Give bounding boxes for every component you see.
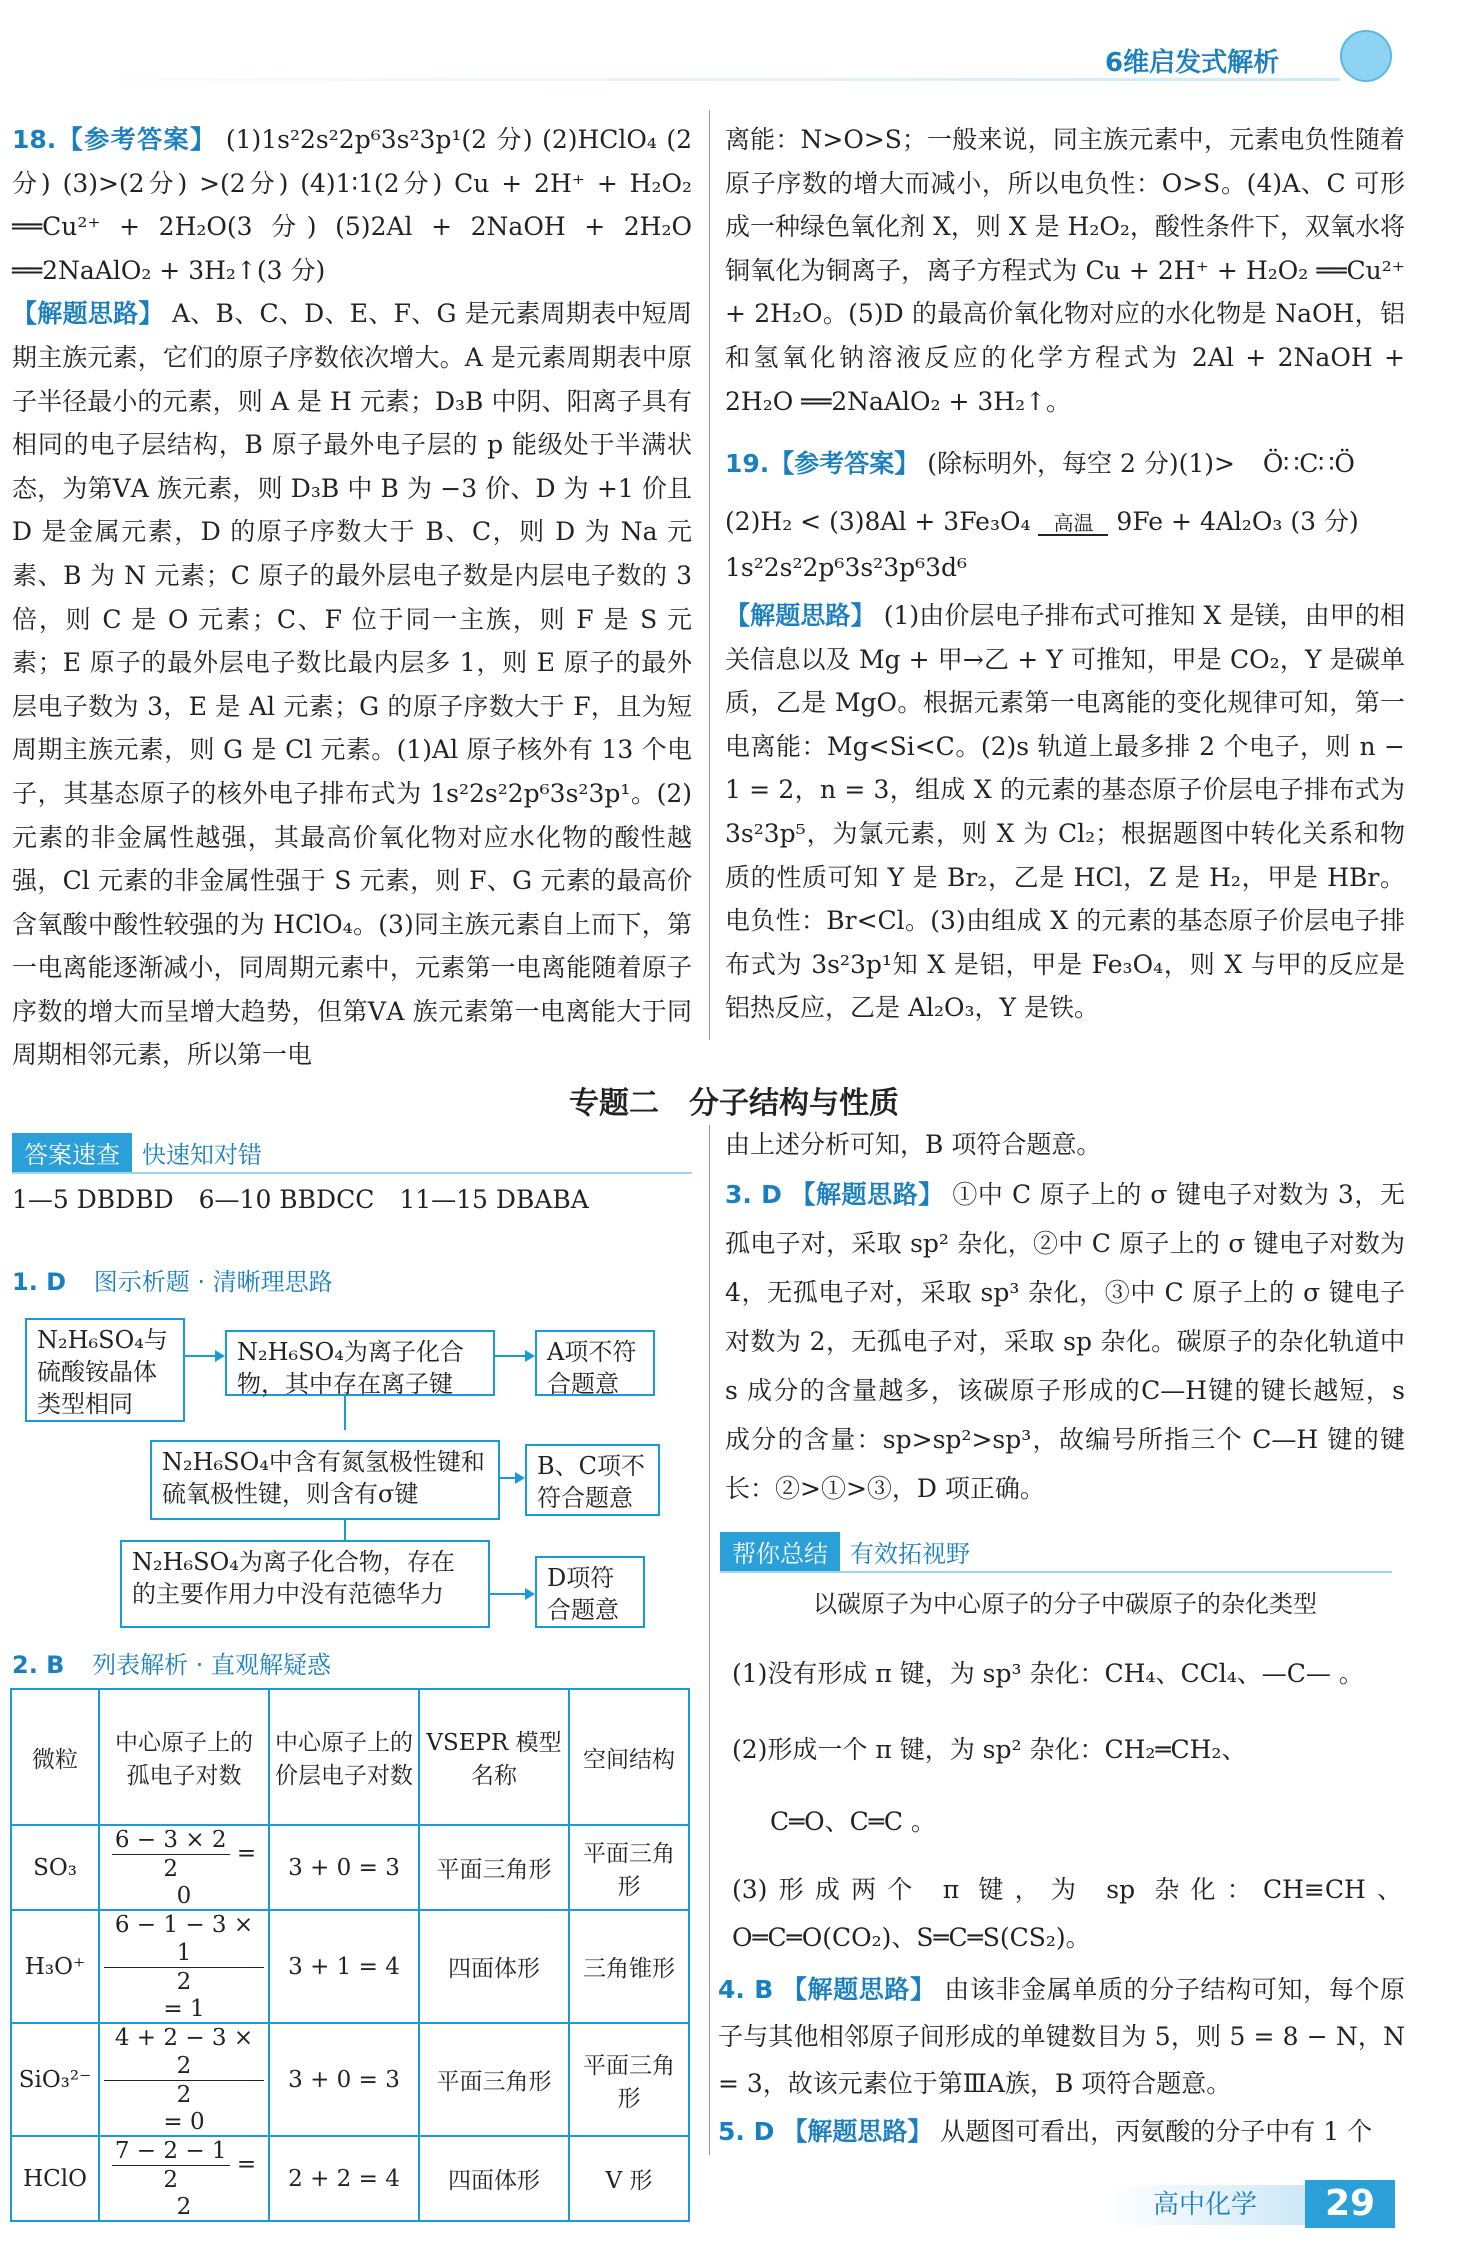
q19-number: 19.	[725, 449, 770, 478]
cell-valence-pairs: 3 + 1 = 4	[269, 1910, 419, 2023]
cell-shape: V 形	[569, 2136, 689, 2221]
cell-lone-pairs	[99, 2023, 269, 2136]
q18-block	[12, 118, 692, 1077]
q4-number: 4. B	[718, 1975, 774, 2004]
q1-header	[12, 1262, 333, 1297]
section-title: 专题二 分子结构与性质	[569, 1086, 899, 1121]
frac-num: 4 + 2 − 3 × 2	[104, 2024, 264, 2081]
q2-number: 2. B	[12, 1651, 65, 1679]
column-divider-bottom	[709, 1125, 710, 2155]
cell-particle: SO₃	[11, 1825, 99, 1910]
quick-answers-header	[12, 1133, 692, 1174]
cell-shape: 平面三角形	[569, 1825, 689, 1910]
flow-box-6: N₂H₆SO₄为离子化合物，存在的主要作用力中没有范德华力	[120, 1540, 490, 1628]
q19-analysis-block	[725, 594, 1405, 1030]
column-divider-top	[709, 110, 710, 1040]
q19-answer-line3	[725, 546, 1405, 590]
reaction-condition-text: 高温	[1053, 510, 1094, 535]
cell-shape: 平面三角形	[569, 2023, 689, 2136]
frac-den: 2	[163, 1856, 179, 1882]
th-particle: 微粒	[11, 1689, 99, 1825]
q18-continuation-text: 离能：N>O>S；一般来说，同主族元素中，元素电负性随着原子序数的增大而减小，所以电负性：O>S。(4)A、C 可形成一种绿色氧化剂 X，则 X 是 H₂O₂，酸性条件下，双氧水将铜氧化为铜离子，离子方程式为 Cu + 2H⁺ + H₂O₂ ══Cu²⁺ + 2H₂O。(5)D 的最高价氧化物对应的水化物是 NaOH，铝和氢氧化钠溶液反应的化学方程式为 2Al + 2NaOH + 2H₂O ══2NaAlO₂ + 3H₂↑。	[725, 125, 1405, 416]
th-lone-pairs: 中心原子上的孤电子对数	[99, 1689, 269, 1825]
quick-answers: 1—5 DBDBD 6—10 BBDCC 11—15 DBABA	[12, 1185, 589, 1214]
q19-answer-3: 1s²2s²2p⁶3s²3p⁶3d⁶	[725, 553, 968, 582]
flow-box-2: N₂H₆SO₄为离子化合物，其中存在离子键	[225, 1330, 495, 1396]
summary-item-2: (2)形成一个 π 键，为 sp² 杂化：CH₂═CH₂、	[732, 1735, 1247, 1764]
q18-continuation	[725, 118, 1405, 423]
q18-analysis: A、B、C、D、E、F、G 是元素周期表中短周期主族元素，它们的原子序数依次增大。A 是元素周期表中原子半径最小的元素，则 A 是 H 元素；D₃B 中阴、阳离子具有相同的电子层结构，B 原子最外电子层的 p 能级处于半满状态，为第ⅤA 族元素，则 D₃B 中 B 为 −3 价、D 为 +1 价且 D 是金属元素，D 的原子序数大于 B、C，则 D 为 Na 元素、B 为 N 元素；C 原子的最外层电子数是内层电子数的 3 倍，则 C 是 O 元素；C、F 位于同一主族，则 F 是 S 元素；E 原子的最外层电子数比最内层多 1，则 E 原子的最外层电子数为 3，E 是 Al 元素；G 的原子序数大于 F，且为短周期主族元素，则 G 是 Cl 元素。(1)Al 原子核外有 13 个电子，其基态原子的核外电子排布式为 1s²2s²2p⁶3s²3p¹。(2)元素的非金属性越强，其最高价氧化物对应水化物的酸性越强，Cl 元素的非金属性强于 S 元素，则 F、G 元素的最高价含氧酸中酸性较强的为 HClO₄。(3)同主族元素自上而下，第一电离能逐渐减小，同周期元素中，元素第一电离能随着原子序数的增大而呈增大趋势，但第ⅤA 族元素第一电离能大于同周期相邻元素，所以第一电	[12, 299, 692, 1070]
q4-tag: 【解题思路】	[781, 1975, 936, 2004]
summary-item-1: (1)没有形成 π 键，为 sp³ 杂化：CH₄、CCl₄、—C— 。	[732, 1659, 1364, 1688]
frac-den: 2	[163, 2167, 179, 2193]
frac-den: 2	[176, 1969, 192, 1995]
q5-text: 从题图可看出，丙氨酸的分子中有 1 个	[940, 2117, 1373, 2146]
summary-item-2b: C═O、C═C 。	[770, 1807, 936, 1836]
table-row	[11, 1825, 689, 1910]
q2-header	[12, 1645, 331, 1680]
q3-number: 3. D	[725, 1180, 782, 1209]
cell-lone-pairs	[99, 1825, 269, 1910]
q18-number: 18.	[12, 125, 57, 154]
summary-item-3: (3)形成两个 π 键，为 sp 杂化：CH≡CH、O═C═O(CO₂)、S═C═S(CS₂)。	[732, 1875, 1402, 1952]
q5-tag: 【解题思路】	[782, 2117, 933, 2146]
frac-result: = 1	[163, 1996, 205, 2022]
cell-valence-pairs: 2 + 2 = 4	[269, 2136, 419, 2221]
q19-answer-1: (除标明外，每空 2 分)(1)>	[927, 449, 1235, 478]
reaction-condition	[1038, 512, 1108, 536]
q5-number: 5. D	[718, 2117, 775, 2146]
table-row	[11, 2023, 689, 2136]
table-row	[11, 1910, 689, 2023]
q19-answer-block	[725, 442, 1405, 486]
cell-lone-pairs	[99, 1910, 269, 2023]
q5-block	[718, 2110, 1405, 2154]
q19-analysis: (1)由价层电子排布式可推知 X 是镁，由甲的相关信息以及 Mg + 甲→乙 + Y 可推知，甲是 CO₂，Y 是碳单质，乙是 MgO。根据元素第一电离能的变化规律可知，第一电离能：Mg<Si<C。(2)s 轨道上最多排 2 个电子，则 n − 1 = 2，n = 3，组成 X 的元素的基态原子价层电子排布式为 3s²3p⁵，为氯元素，则 X 为 Cl₂；根据题图中转化关系和物质的性质可知 Y 是 Br₂，乙是 HCl，Z 是 H₂，甲是 HBr。电负性：Br<Cl。(3)由组成 X 的元素的基态原子价层电子排布式为 3s²3p¹知 X 是铝，甲是 Fe₃O₄，则 X 与甲的反应是铝热反应，乙是 Al₂O₃，Y 是铁。	[725, 601, 1405, 1023]
cell-shape: 三角锥形	[569, 1910, 689, 2023]
cell-particle: H₃O⁺	[11, 1910, 99, 2023]
q1-tag: 图示析题 · 清晰理思路	[93, 1268, 333, 1296]
cell-vsepr: 平面三角形	[419, 1825, 569, 1910]
q1-number: 1. D	[12, 1268, 67, 1296]
brand-logo-icon	[1340, 30, 1392, 82]
frac-result: = 2	[176, 2151, 257, 2220]
q19-answer-tag: 【参考答案】	[769, 449, 920, 478]
q18-analysis-tag: 【解题思路】	[12, 299, 164, 329]
cell-lone-pairs	[99, 2136, 269, 2221]
cell-vsepr: 平面三角形	[419, 2023, 569, 2136]
table-row	[11, 2136, 689, 2221]
cell-valence-pairs: 3 + 0 = 3	[269, 2023, 419, 2136]
cell-vsepr: 四面体形	[419, 2136, 569, 2221]
q4-text: 由该非金属单质的分子结构可知，每个原子与其他相邻原子间形成的单键数目为 5，则 5 = 8 − N，N = 3，故该元素位于第ⅢA族，B 项符合题意。	[718, 1975, 1405, 2098]
cell-particle: HClO	[11, 2136, 99, 2221]
flow-box-4: N₂H₆SO₄中含有氮氢极性键和硫氧极性键，则含有σ键	[150, 1440, 500, 1520]
frac-num: 7 − 2 − 1	[112, 2137, 230, 2166]
summary-badge: 帮你总结	[720, 1532, 840, 1571]
flow-box-1: N₂H₆SO₄与硫酸铵晶体类型相同	[25, 1318, 185, 1422]
q18-answer-tag: 【参考答案】	[56, 125, 217, 154]
summary-title: 以碳原子为中心原子的分子中碳原子的杂化类型	[813, 1590, 1317, 1618]
footer-subject: 高中化学	[1105, 2185, 1305, 2225]
q2-tag: 列表解析 · 直观解疑惑	[92, 1651, 331, 1679]
q19-lewis: Ö∷C∷Ö	[1262, 449, 1355, 478]
page-number: 29	[1305, 2180, 1395, 2228]
flow-box-7: D项符合题意	[535, 1556, 645, 1628]
q19-answer-2a: (2)H₂ < (3)8Al + 3Fe₃O₄	[725, 507, 1031, 536]
q19-answer-line2	[725, 500, 1405, 544]
summary-header	[720, 1532, 1392, 1573]
frac-result: = 0	[163, 2109, 205, 2135]
q3-block	[725, 1170, 1405, 1513]
th-valence-pairs: 中心原子上的价层电子对数	[269, 1689, 419, 1825]
frac-num: 6 − 1 − 3 × 1	[104, 1911, 264, 1968]
q19-analysis-tag: 【解题思路】	[725, 601, 876, 630]
quick-sub: 快速知对错	[142, 1141, 262, 1169]
q19-answer-2b: 9Fe + 4Al₂O₃ (3 分)	[1116, 507, 1359, 536]
frac-result: = 0	[176, 1840, 257, 1909]
header-rule	[0, 78, 1340, 81]
q2-table	[10, 1688, 690, 2222]
frac-num: 6 − 3 × 2	[112, 1826, 230, 1855]
flow-box-5: B、C项不符合题意	[525, 1444, 660, 1516]
q3-tag: 【解题思路】	[790, 1180, 944, 1209]
header-brand: 6维启发式解析	[1105, 48, 1280, 78]
q3-text: ①中 C 原子上的 σ 键电子对数为 3，无孤电子对，采取 sp² 杂化，②中 C 原子上的 σ 键电子对数为 4，无孤电子对，采取 sp³ 杂化，③中 C 原子上的 σ 键电子对数为 2，无孤电子对，采取 sp 杂化。碳原子的杂化轨道中 s 成分的含量越多，该碳原子形成的C—H键的键长越短，s 成分的含量：sp>sp²>sp³，故编号所指三个 C—H 键的键长：②>①>③，D 项正确。	[725, 1180, 1405, 1503]
q18-answer: (1)1s²2s²2p⁶3s²3p¹(2 分) (2)HClO₄ (2分) (3)>(2分) >(2分) (4)1∶1(2分) Cu + 2H⁺ + H₂O₂ ══Cu²⁺ + 2H₂O(3 分) (5)2Al + 2NaOH + 2H₂O ══2NaAlO₂ + 3H₂↑(3 分)	[12, 125, 692, 285]
quick-badge: 答案速查	[12, 1133, 132, 1172]
th-vsepr: VSEPR 模型名称	[419, 1689, 569, 1825]
frac-den: 2	[176, 2082, 192, 2108]
q4-block	[718, 1966, 1405, 2107]
cell-particle: SiO₃²⁻	[11, 2023, 99, 2136]
right-intro: 由上述分析可知，B 项符合题意。	[725, 1130, 1102, 1159]
cell-valence-pairs: 3 + 0 = 3	[269, 1825, 419, 1910]
flow-box-3: A项不符合题意	[535, 1330, 655, 1396]
summary-sub: 有效拓视野	[850, 1540, 970, 1568]
th-shape: 空间结构	[569, 1689, 689, 1825]
cell-vsepr: 四面体形	[419, 1910, 569, 2023]
